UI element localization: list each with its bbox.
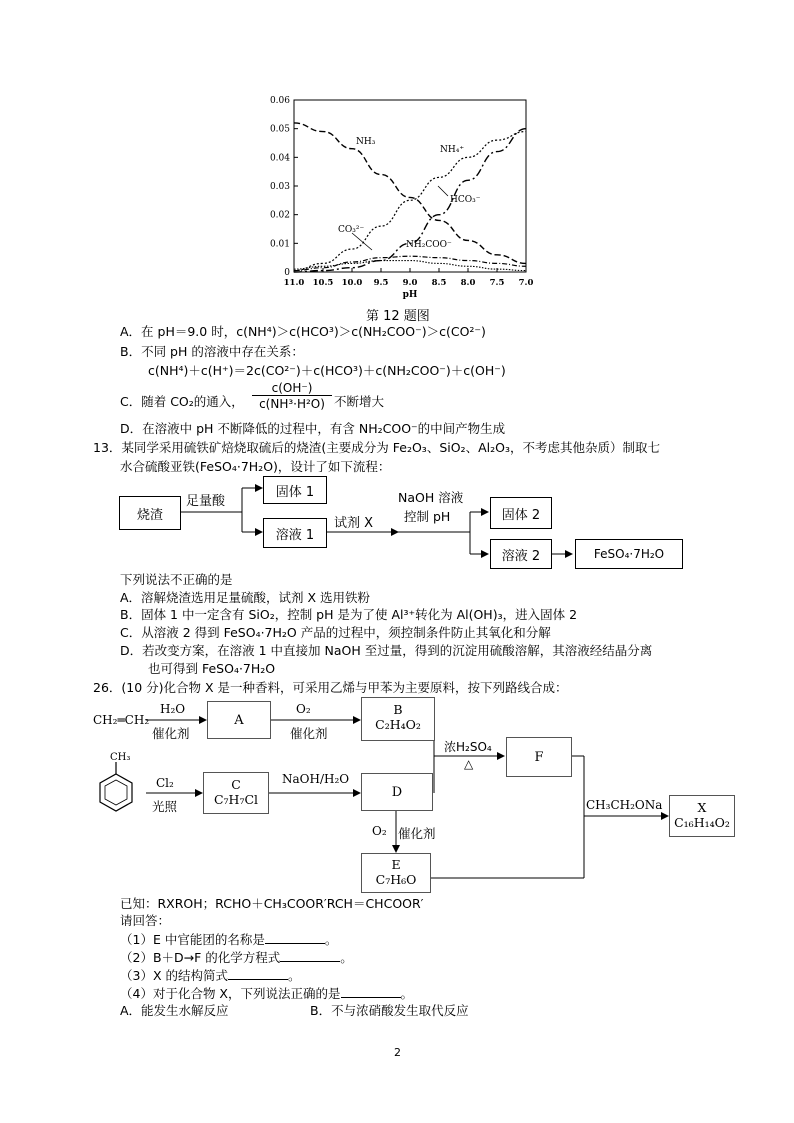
catalyst-label-1: 催化剂 [152,726,190,741]
compound-c-label: C [231,777,241,792]
x-tick-label: 7.0 [518,278,534,288]
q13-option-c: C．从溶液 2 得到 FeSO₄·7H₂O 产品的过程中，须控制条件防止其氧化和分解 [120,625,551,640]
conc-h2so4-label: 浓H₂SO₄ [444,740,492,754]
q26-sub1-text: （1）E 中官能团的名称是 [120,932,265,947]
q26-stem: 26．(10 分)化合物 X 是一种香料，可采用乙烯与甲苯为主要原料，按下列路线合成： [93,680,568,695]
fraction-numerator: c(OH⁻) [252,381,332,396]
compound-f-box: F [506,737,572,777]
x-tick-label: 11.0 [283,278,305,288]
x-tick-label: 10.0 [341,278,363,288]
toluene-structure [100,762,132,811]
flow-box-rongye1: 溶液 1 [263,518,327,548]
fraction-denominator: c(NH³·H²O) [259,397,325,411]
y-tick-label: 0 [284,268,290,278]
series-label-hco3: HCO₃⁻ [450,195,481,205]
flow-box-guti2: 固体 2 [490,497,552,529]
flow-box-guti1: 固体 1 [263,476,327,504]
answer-blank-3[interactable] [228,967,288,980]
q12-option-b: B．不同 pH 的溶液中存在关系： [120,344,304,359]
answer-blank-4[interactable] [341,985,401,998]
compound-b-formula: C₂H₄O₂ [375,717,421,732]
y-tick-label: 0.03 [269,182,290,192]
answer-blank-2[interactable] [280,949,340,962]
q13-option-d-line2: 也可得到 FeSO₄·7H₂O [148,661,276,676]
species-distribution-chart [256,92,546,302]
naoh-h2o-label: NaOH/H₂O [282,772,350,786]
compound-a-box: A [207,701,271,739]
flow-box-rongye2: 溶液 2 [490,539,552,569]
flow-box-product: FeSO₄·7H₂O [575,539,683,569]
ethylene-label: CH₂═CH₂ [93,713,150,727]
compound-b-box [361,697,435,741]
x-tick-label: 7.5 [489,278,505,288]
h2o-label: H₂O [160,702,186,716]
q26-sub3-text: （3）X 的结构简式 [120,968,228,983]
catalyst-label-2: 催化剂 [290,726,328,741]
x-tick-label: 8.0 [460,278,476,288]
y-tick-label: 0.06 [269,96,290,106]
x-tick-label: 9.5 [373,278,389,288]
heat-label: △ [464,757,474,771]
q12-option-a: A．在 pH＝9.0 时，c(NH⁴)＞c(HCO³)＞c(NH₂COO⁻)＞c(CO²⁻) [120,324,486,339]
x-tick-label: 10.5 [312,278,334,288]
q13-option-a: A．溶解烧渣选用足量硫酸，试剂 X 选用铁粉 [120,590,371,605]
compound-x-label: X [697,800,707,815]
answer-blank-1[interactable] [265,931,325,944]
o2-label-2: O₂ [372,824,387,838]
q26-sub4-end: 。 [400,986,414,1001]
q26-sub4-text: （4）对于化合物 X，下列说法正确的是 [120,986,341,1001]
q26-answer-prompt: 请回答： [120,913,171,928]
q26-sub2 [120,949,353,966]
compound-c-box [203,772,269,814]
x-axis-label: pH [402,290,418,300]
y-tick-label: 0.02 [269,210,290,221]
q12-option-c-fraction [252,381,332,412]
y-tick-label: 0.01 [269,239,290,250]
hco3-leader [438,186,448,196]
q13-option-b: B．固体 1 中一定含有 SiO₂，控制 pH 是为了使 Al³⁺转化为 Al(OH)₃，进入固体 2 [120,607,578,622]
compound-b-label: B [393,702,403,717]
flow-label-naoh: NaOH 溶液 [398,490,464,505]
light-label: 光照 [152,799,178,814]
cl2-label: Cl₂ [156,776,174,790]
q13-prompt: 下列说法不正确的是 [120,572,233,587]
compound-x-formula: C₁₆H₁₄O₂ [674,815,730,830]
q26-sub1 [120,931,337,948]
series-line-2 [294,129,526,272]
q26-sub4 [120,985,413,1002]
q26-sub2-end: 。 [340,950,353,965]
q12-option-c-prefix: C．随着 CO₂的通入， [120,394,244,409]
series-label-co3: CO₃²⁻ [338,225,365,235]
ethoxide-label: CH₃CH₂ONa [586,798,663,812]
compound-c-formula: C₇H₇Cl [213,792,259,807]
compound-e-formula: C₇H₆O [375,872,417,887]
o2-label-1: O₂ [296,702,311,716]
q12-option-c-suffix: 不断增大 [334,394,385,409]
flow-label-control-ph: 控制 pH [404,509,451,524]
x-tick-label: 8.5 [431,278,447,288]
catalyst-label-3: 催化剂 [398,826,436,841]
q13-stem-line2: 水合硫酸亚铁(FeSO₄·7H₂O)，设计了如下流程： [120,459,391,474]
q26-sub2-text: （2）B＋D→F 的化学方程式 [120,950,281,965]
q13-stem-line1: 13．某同学采用硫铁矿焙烧取硫后的烧渣(主要成分为 Fe₂O₃、SiO₂、Al₂O₃，不考虑其他杂质）制取七 [93,440,660,455]
page-number: 2 [394,1046,401,1059]
compound-e-label: E [391,857,401,872]
flow-box-shaozha: 烧渣 [119,496,181,530]
y-tick-label: 0.05 [269,124,290,135]
q26-option-a: A．能发生水解反应 [120,1003,229,1018]
q26-known: 已知：RXROH；RCHO＋CH₃COOR′RCH＝CHCOOR′ [120,896,424,911]
q13-option-d-line1: D．若改变方案，在溶液 1 中直接加 NaOH 至过量，得到的沉淀用硫酸溶解，其溶液经结晶分离 [120,643,653,658]
q12-option-b-equation: c(NH⁴)＋c(H⁺)＝2c(CO²⁻)＋c(HCO³)＋c(NH₂COO⁻)＋c(OH⁻) [148,363,506,378]
flow-label-zuliangsuan: 足量酸 [186,494,226,509]
flow-label-shijix: 试剂 X [334,516,374,531]
q26-option-b: B．不与浓硝酸发生取代反应 [310,1003,469,1018]
y-tick-label: 0.04 [269,153,290,164]
series-label-nh2coo: NH₂COO⁻ [406,240,452,250]
q26-sub3 [120,967,301,984]
q12-option-d: D．在溶液中 pH 不断降低的过程中，有含 NH₂COO⁻的中间产物生成 [120,421,506,436]
co3-leader [352,233,372,250]
q26-sub1-end: 。 [324,932,338,947]
compound-d-box: D [361,773,433,811]
compound-e-box [361,853,431,893]
methyl-label: CH₃ [110,752,131,763]
x-tick-label: 9.0 [402,278,418,288]
q26-sub3-end: 。 [288,968,301,983]
figure-caption: 第 12 题图 [366,309,430,324]
series-label-nh4: NH₄⁺ [440,145,465,155]
compound-x-box [669,795,735,837]
series-label-nh3: NH₃ [356,137,376,147]
